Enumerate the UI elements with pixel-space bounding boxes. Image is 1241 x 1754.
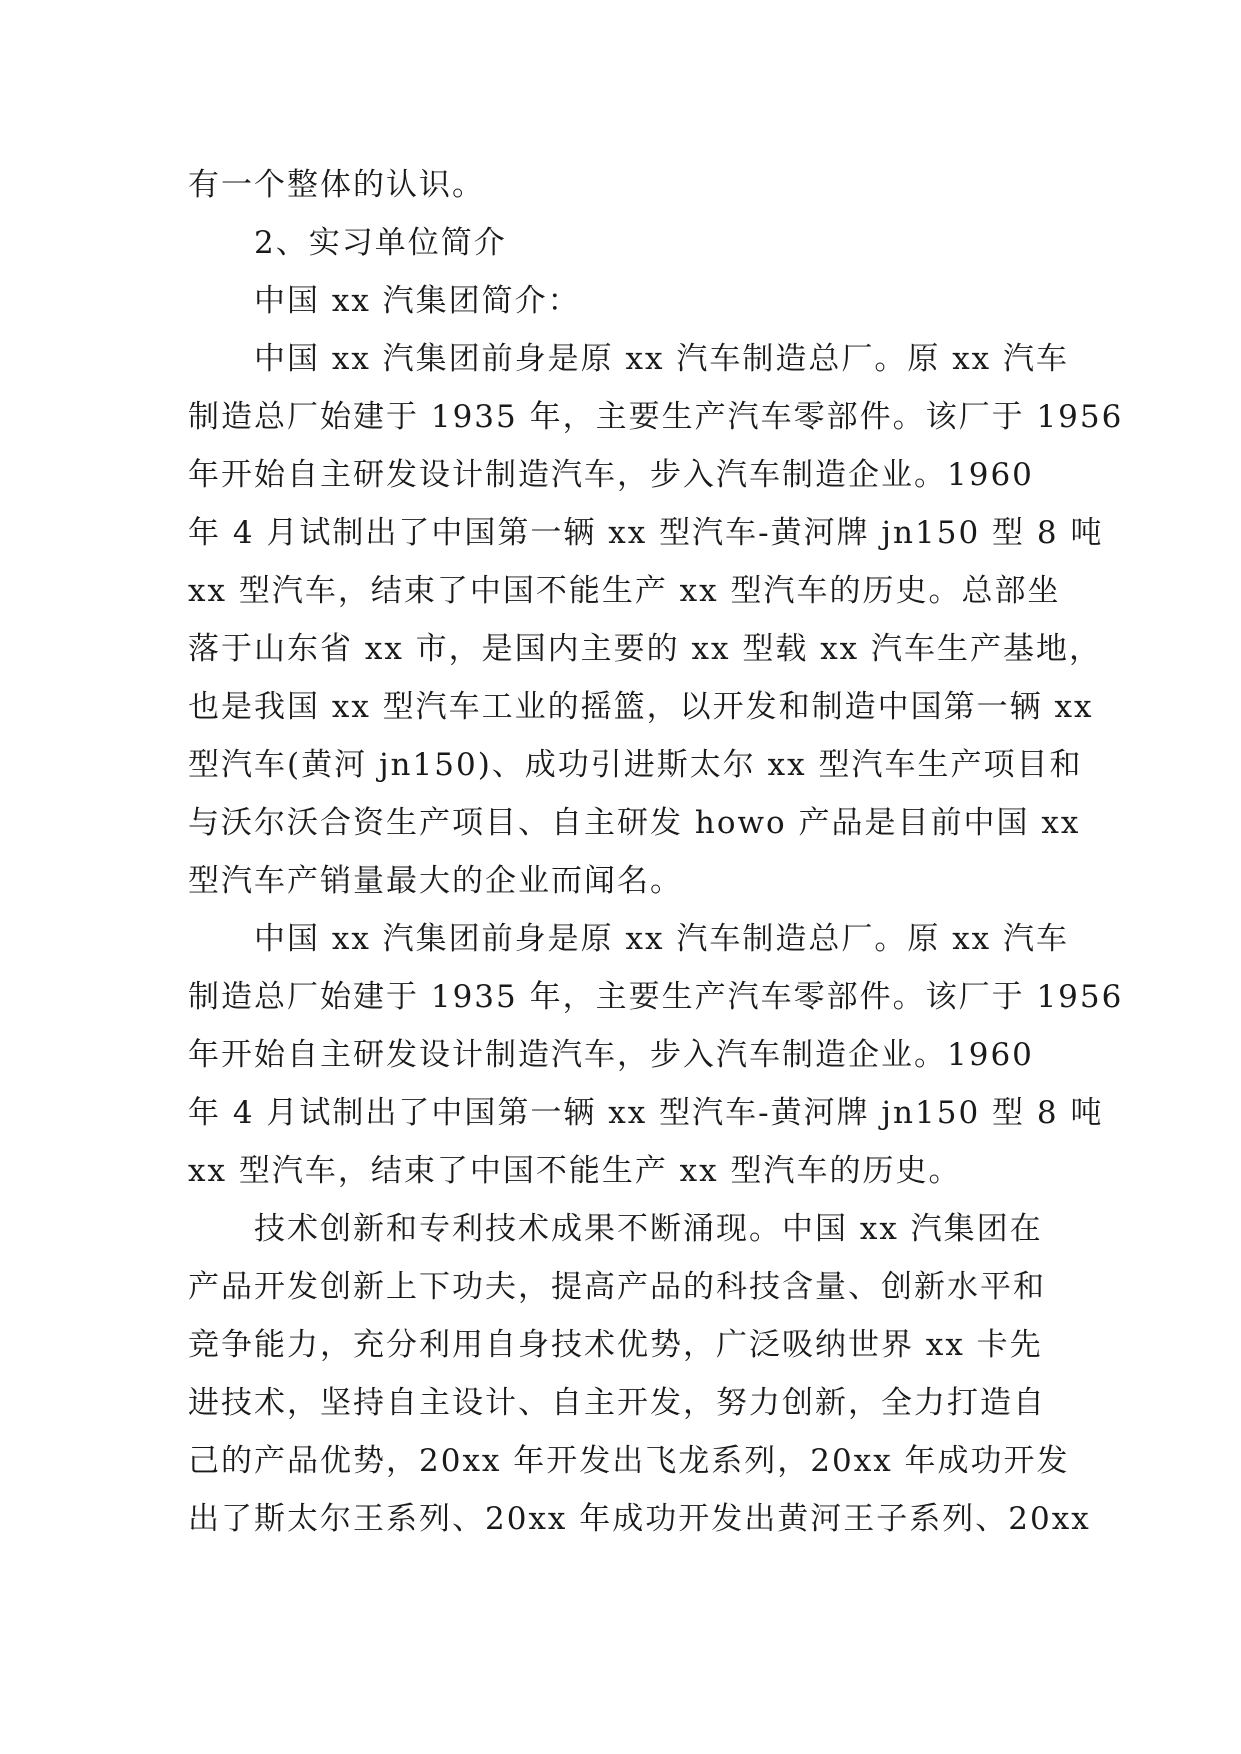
text-line: 落于山东省 xx 市，是国内主要的 xx 型载 xx 汽车生产基地， [188, 631, 1103, 667]
text-line: 竞争能力，充分利用自身技术优势，广泛吸纳世界 xx 卡先 [188, 1327, 1043, 1363]
text-line: 中国 xx 汽集团前身是原 xx 汽车制造总厂。原 xx 汽车 [254, 921, 1070, 957]
text-line: xx 型汽车，结束了中国不能生产 xx 型汽车的历史。总部坐 [188, 573, 1061, 609]
text-line: 己的产品优势，20xx 年开发出飞龙系列，20xx 年成功开发 [188, 1443, 1070, 1479]
text-line: 技术创新和专利技术成果不断涌现。中国 xx 汽集团在 [254, 1211, 1043, 1247]
text-line: 制造总厂始建于 1935 年，主要生产汽车零部件。该厂于 1956 [188, 979, 1124, 1015]
text-line: 与沃尔沃合资生产项目、自主研发 howo 产品是目前中国 xx [188, 805, 1081, 841]
document-body [188, 156, 1124, 1548]
section-heading: 2、实习单位简介 [254, 225, 507, 261]
text-line: 年 4 月试制出了中国第一辆 xx 型汽车-黄河牌 jn150 型 8 吨 [188, 515, 1104, 551]
text-line: 年开始自主研发设计制造汽车，步入汽车制造企业。1960 [188, 457, 1034, 493]
text-line: xx 型汽车，结束了中国不能生产 xx 型汽车的历史。 [188, 1153, 962, 1189]
text-line: 产品开发创新上下功夫，提高产品的科技含量、创新水平和 [188, 1269, 1046, 1305]
text-line: 出了斯太尔王系列、20xx 年成功开发出黄河王子系列、20xx [188, 1501, 1091, 1537]
text-line: 型汽车(黄河 jn150)、成功引进斯太尔 xx 型汽车生产项目和 [188, 747, 1083, 783]
text-line: 制造总厂始建于 1935 年，主要生产汽车零部件。该厂于 1956 [188, 399, 1124, 435]
subsection-heading: 中国 xx 汽集团简介： [254, 283, 581, 319]
text-line: 年 4 月试制出了中国第一辆 xx 型汽车-黄河牌 jn150 型 8 吨 [188, 1095, 1104, 1131]
text-line: 型汽车产销量最大的企业而闻名。 [188, 863, 683, 899]
text-line: 中国 xx 汽集团前身是原 xx 汽车制造总厂。原 xx 汽车 [254, 341, 1070, 377]
text-line: 有一个整体的认识。 [188, 167, 485, 203]
text-line: 进技术，坚持自主设计、自主开发，努力创新，全力打造自 [188, 1385, 1046, 1421]
text-line: 年开始自主研发设计制造汽车，步入汽车制造企业。1960 [188, 1037, 1034, 1073]
text-line: 也是我国 xx 型汽车工业的摇篮，以开发和制造中国第一辆 xx [188, 689, 1094, 725]
